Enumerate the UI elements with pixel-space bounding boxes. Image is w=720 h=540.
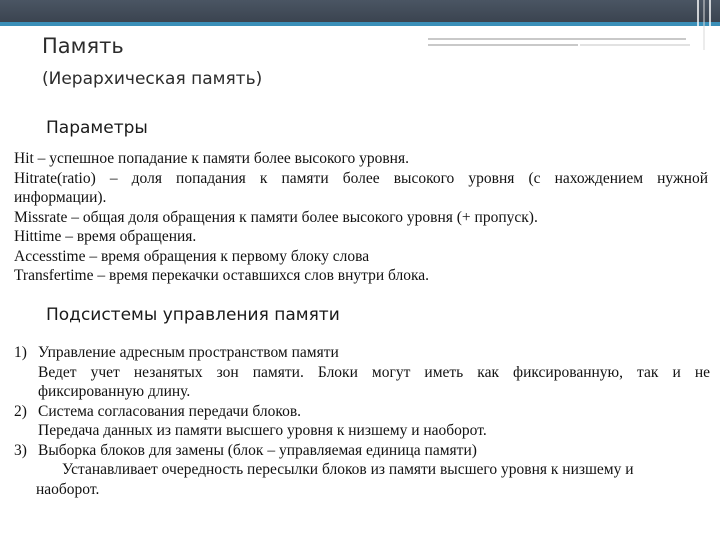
header-rule [428, 44, 578, 46]
header-rule [428, 38, 686, 40]
slide-header-accent [0, 22, 720, 26]
parameter-line: Hitrate(ratio) – доля попадания к памяти более высокого уровня (с нахождением нужной [14, 169, 708, 187]
item-number: 2) [14, 402, 27, 420]
item-title: Система согласования передачи блоков. [38, 402, 302, 420]
item-description: Ведет учет незанятых зон памяти. Блоки могут иметь как фиксированную, так и не [38, 363, 710, 381]
parameter-line: Hit – успешное попадание к памяти более высокого уровня. [14, 150, 409, 167]
item-number: 1) [14, 344, 27, 361]
list-item [14, 343, 710, 363]
parameters-list [14, 149, 708, 286]
item-number: 3) [14, 441, 27, 459]
list-item [14, 441, 710, 461]
subsystems-heading: Подсистемы управления памяти [46, 305, 340, 325]
slide-header-bar [0, 0, 720, 22]
item-description: фиксированную длину. [38, 383, 191, 400]
item-title: Выборка блоков для замены (блок – управляемая единица памяти) [38, 441, 477, 459]
corner-decoration [680, 0, 720, 50]
item-description: наоборот. [36, 480, 100, 498]
parameter-line: Accesstime – время обращения к первому блоку слова [14, 247, 370, 265]
parameter-line: Hittime – время обращения. [14, 228, 197, 245]
item-description: Передача данных из памяти высшего уровня к низшему и наоборот. [38, 422, 487, 439]
parameter-line: Transfertime – время перекачки оставшихся слов внутри блока. [14, 267, 430, 284]
item-title: Управление адресным пространством памяти [38, 344, 339, 361]
parameters-heading: Параметры [46, 118, 148, 138]
list-item [14, 402, 710, 422]
slide-subtitle: (Иерархическая память) [42, 69, 263, 89]
subsystems-list [14, 343, 710, 499]
item-description: Устанавливает очередность пересылки блоков из памяти высшего уровня к низшему и [62, 461, 634, 478]
slide-title: Память [42, 34, 124, 58]
parameter-line: Missrate – общая доля обращения к памяти более высокого уровня (+ пропуск). [14, 208, 538, 226]
parameter-line: информации). [14, 189, 107, 206]
header-rule [580, 44, 690, 46]
